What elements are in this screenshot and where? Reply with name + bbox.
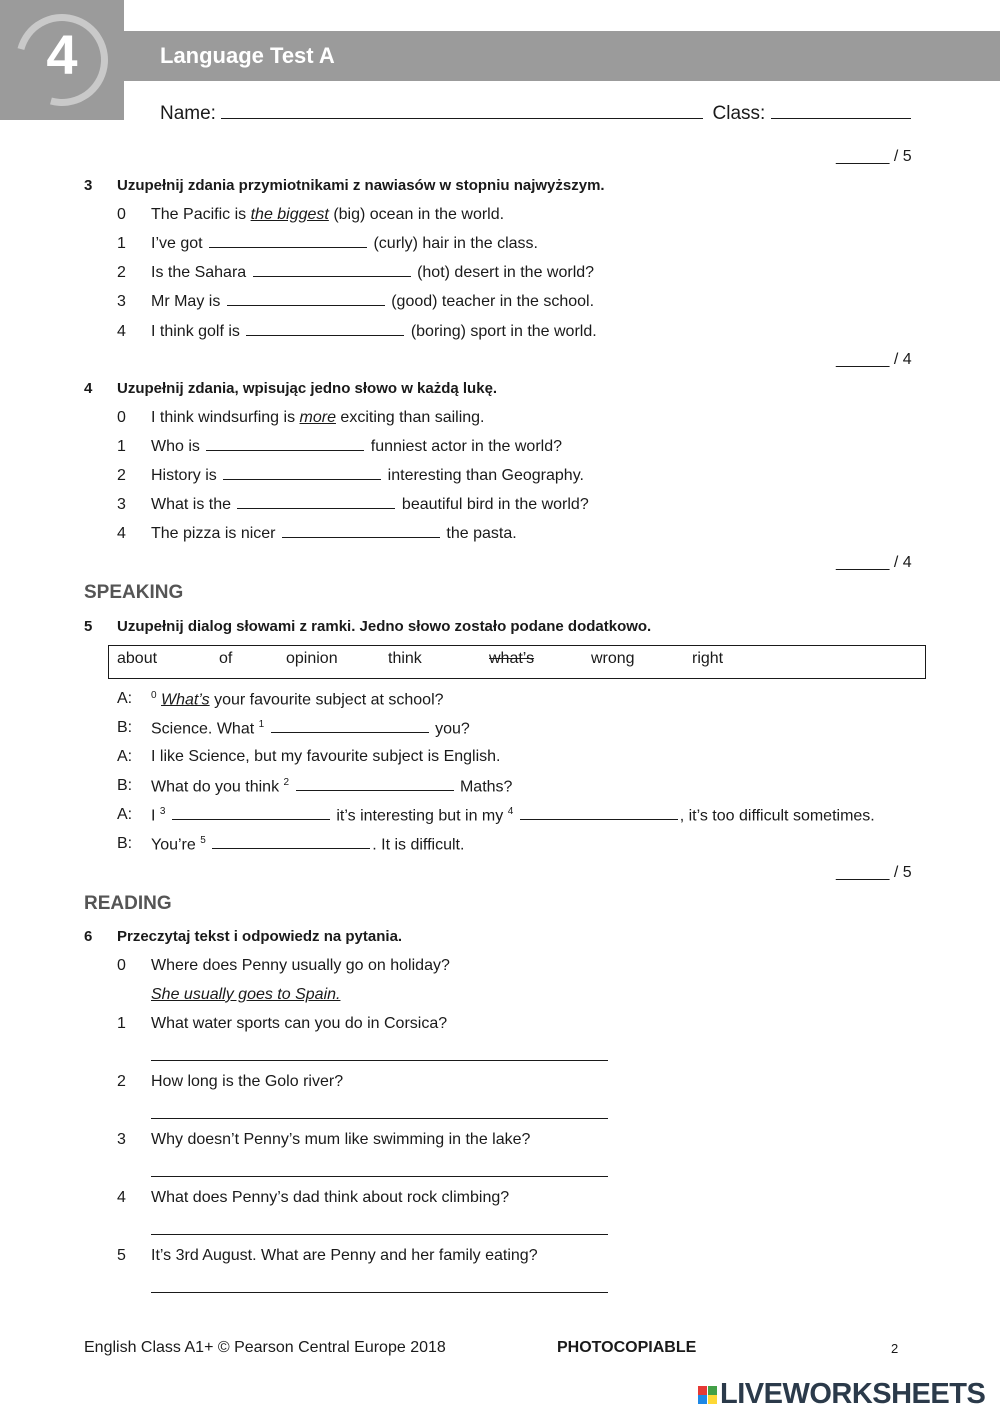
- item-number: 3: [117, 1131, 126, 1148]
- speaker: B:: [117, 777, 133, 794]
- task4-instruction: Uzupełnij zdania, wpisując jedno słowo w każdą lukę.: [117, 380, 498, 397]
- item-text: The pizza is nicer: [151, 525, 280, 542]
- answer-blank[interactable]: [227, 304, 385, 306]
- dialog-text: You’re: [151, 836, 201, 854]
- unit-badge: [0, 0, 124, 120]
- word-box-item: opinion: [286, 650, 338, 667]
- answer-blank[interactable]: [212, 847, 370, 849]
- score-task3[interactable]: ______ / 5: [836, 148, 912, 165]
- answer-blank[interactable]: [520, 818, 678, 820]
- item-number: 1: [117, 235, 126, 252]
- footer-photocopiable: PHOTOCOPIABLE: [557, 1339, 697, 1356]
- word-box-item: right: [692, 650, 724, 667]
- item-text: I think windsurfing is: [151, 409, 300, 426]
- answer-blank[interactable]: [296, 789, 454, 791]
- dialog-text: I: [151, 807, 160, 825]
- item-number: 0: [117, 957, 126, 974]
- answer-blank[interactable]: [223, 478, 381, 480]
- task5-number: 5: [84, 618, 93, 635]
- score-task5[interactable]: ______ / 5: [836, 864, 912, 881]
- example-answer: the biggest: [250, 206, 329, 223]
- answer-blank[interactable]: [237, 507, 395, 509]
- word-box-item: about: [117, 650, 158, 667]
- item-text: Is the Sahara: [151, 264, 251, 281]
- item-text: (curly) hair in the class.: [369, 235, 538, 252]
- answer-blank[interactable]: [209, 246, 367, 248]
- item-number: 0: [117, 409, 126, 426]
- name-row: [160, 100, 911, 125]
- item-number: 4: [117, 323, 126, 340]
- answer-line[interactable]: [151, 1118, 608, 1119]
- answer-line[interactable]: [151, 1292, 608, 1293]
- item-number: 5: [117, 1247, 126, 1264]
- gap-number: 4: [507, 806, 514, 817]
- answer-blank[interactable]: [253, 275, 411, 277]
- dialog-text: What do you think: [151, 778, 284, 796]
- item-number: 2: [117, 264, 126, 281]
- speaker: B:: [117, 719, 133, 736]
- word-box-item: think: [388, 650, 422, 667]
- liveworksheets-logo: [698, 1378, 985, 1411]
- class-label: Class:: [712, 103, 766, 124]
- item-text: beautiful bird in the world?: [397, 496, 589, 513]
- word-box: [108, 645, 926, 679]
- question-text: Why doesn’t Penny’s mum like swimming in the lake?: [151, 1131, 531, 1148]
- unit-number: 4: [46, 23, 78, 86]
- item-number: 4: [117, 525, 126, 542]
- question-text: How long is the Golo river?: [151, 1073, 344, 1090]
- item-text: (good) teacher in the school.: [386, 293, 595, 310]
- item-text: History is: [151, 467, 222, 484]
- item-text: The Pacific is: [151, 206, 251, 223]
- dialog-text: your favourite subject at school?: [209, 691, 444, 709]
- item-number: 1: [117, 1015, 126, 1032]
- dialog-text: you?: [430, 720, 470, 738]
- item-number: 1: [117, 438, 126, 455]
- example-answer: more: [299, 409, 336, 426]
- item-text: Mr May is: [151, 293, 225, 310]
- item-number: 0: [117, 206, 126, 223]
- speaker: A:: [117, 806, 133, 823]
- gap-number: 5: [200, 835, 206, 846]
- dialog-text: I like Science, but my favourite subject is English.: [151, 748, 501, 765]
- gap-number: 2: [283, 777, 290, 788]
- logo-text: LIVEWORKSHEETS: [720, 1378, 986, 1410]
- word-box-item: wrong: [591, 650, 635, 667]
- answer-line[interactable]: [151, 1060, 608, 1061]
- question-text: It’s 3rd August. What are Penny and her family eating?: [151, 1247, 538, 1264]
- score-task4[interactable]: ______ / 4: [836, 351, 912, 368]
- logo-squares-icon: [698, 1386, 720, 1404]
- name-input[interactable]: [221, 100, 703, 119]
- item-number: 3: [117, 293, 126, 310]
- answer-blank[interactable]: [246, 334, 404, 336]
- item-number: 2: [117, 467, 126, 484]
- answer-line[interactable]: [151, 1176, 608, 1177]
- speaker: B:: [117, 835, 133, 852]
- item-number: 3: [117, 496, 126, 513]
- section-title-reading: READING: [84, 893, 172, 914]
- answer-blank[interactable]: [282, 536, 440, 538]
- gap-number: 3: [159, 806, 166, 817]
- question-text: What does Penny’s dad think about rock climbing?: [151, 1189, 510, 1206]
- gap-number: 1: [258, 719, 265, 730]
- item-text: exciting than sailing.: [335, 409, 485, 426]
- item-text: (hot) desert in the world?: [412, 264, 595, 281]
- footer-copyright: English Class A1+ © Pearson Central Europe 2018: [84, 1339, 446, 1356]
- speaker: A:: [117, 690, 133, 707]
- section-title-speaking: SPEAKING: [84, 582, 184, 603]
- speaker: A:: [117, 748, 133, 765]
- question-text: Where does Penny usually go on holiday?: [151, 957, 450, 974]
- item-number: 2: [117, 1073, 126, 1090]
- task5-instruction: Uzupełnij dialog słowami z ramki. Jedno słowo zostało podane dodatkowo.: [117, 618, 652, 635]
- score-task4-total[interactable]: ______ / 4: [836, 554, 912, 571]
- item-text: funniest actor in the world?: [366, 438, 563, 455]
- item-text: the pasta.: [441, 525, 517, 542]
- dialog-text: . It is difficult.: [372, 836, 465, 854]
- page-title: Language Test A: [160, 43, 335, 68]
- item-text: I think golf is: [151, 323, 245, 340]
- class-input[interactable]: [771, 100, 911, 119]
- answer-blank[interactable]: [271, 731, 429, 733]
- name-label: Name:: [160, 103, 216, 124]
- page-number: 2: [891, 1341, 899, 1356]
- task4-number: 4: [84, 380, 93, 397]
- task6-number: 6: [84, 928, 93, 945]
- answer-blank[interactable]: [172, 818, 330, 820]
- example-answer: She usually goes to Spain.: [151, 986, 341, 1003]
- item-text: Who is: [151, 438, 205, 455]
- task3-number: 3: [84, 177, 93, 194]
- gap-number: 0: [151, 690, 157, 701]
- word-box-item: of: [219, 650, 233, 667]
- dialog-text: , it’s too difficult sometimes.: [679, 807, 875, 825]
- item-text: What is the: [151, 496, 236, 513]
- item-text: (big) ocean in the world.: [328, 206, 505, 223]
- dialog-text: Science. What: [151, 720, 259, 738]
- item-text: I’ve got: [151, 235, 208, 252]
- task6-instruction: Przeczytaj tekst i odpowiedz na pytania.: [117, 928, 403, 945]
- item-number: 4: [117, 1189, 126, 1206]
- item-text: interesting than Geography.: [383, 467, 584, 484]
- question-text: What water sports can you do in Corsica?: [151, 1015, 448, 1032]
- answer-line[interactable]: [151, 1234, 608, 1235]
- title-bar: [124, 31, 1000, 81]
- dialog-text: Maths?: [455, 778, 513, 796]
- example-answer: What’s: [161, 691, 210, 709]
- word-box-item-used: what’s: [489, 650, 535, 667]
- task3-instruction: Uzupełnij zdania przymiotnikami z nawiasów w stopniu najwyższym.: [117, 177, 605, 194]
- dialog-text: it’s interesting but in my: [331, 807, 508, 825]
- item-text: (boring) sport in the world.: [406, 323, 597, 340]
- answer-blank[interactable]: [206, 449, 364, 451]
